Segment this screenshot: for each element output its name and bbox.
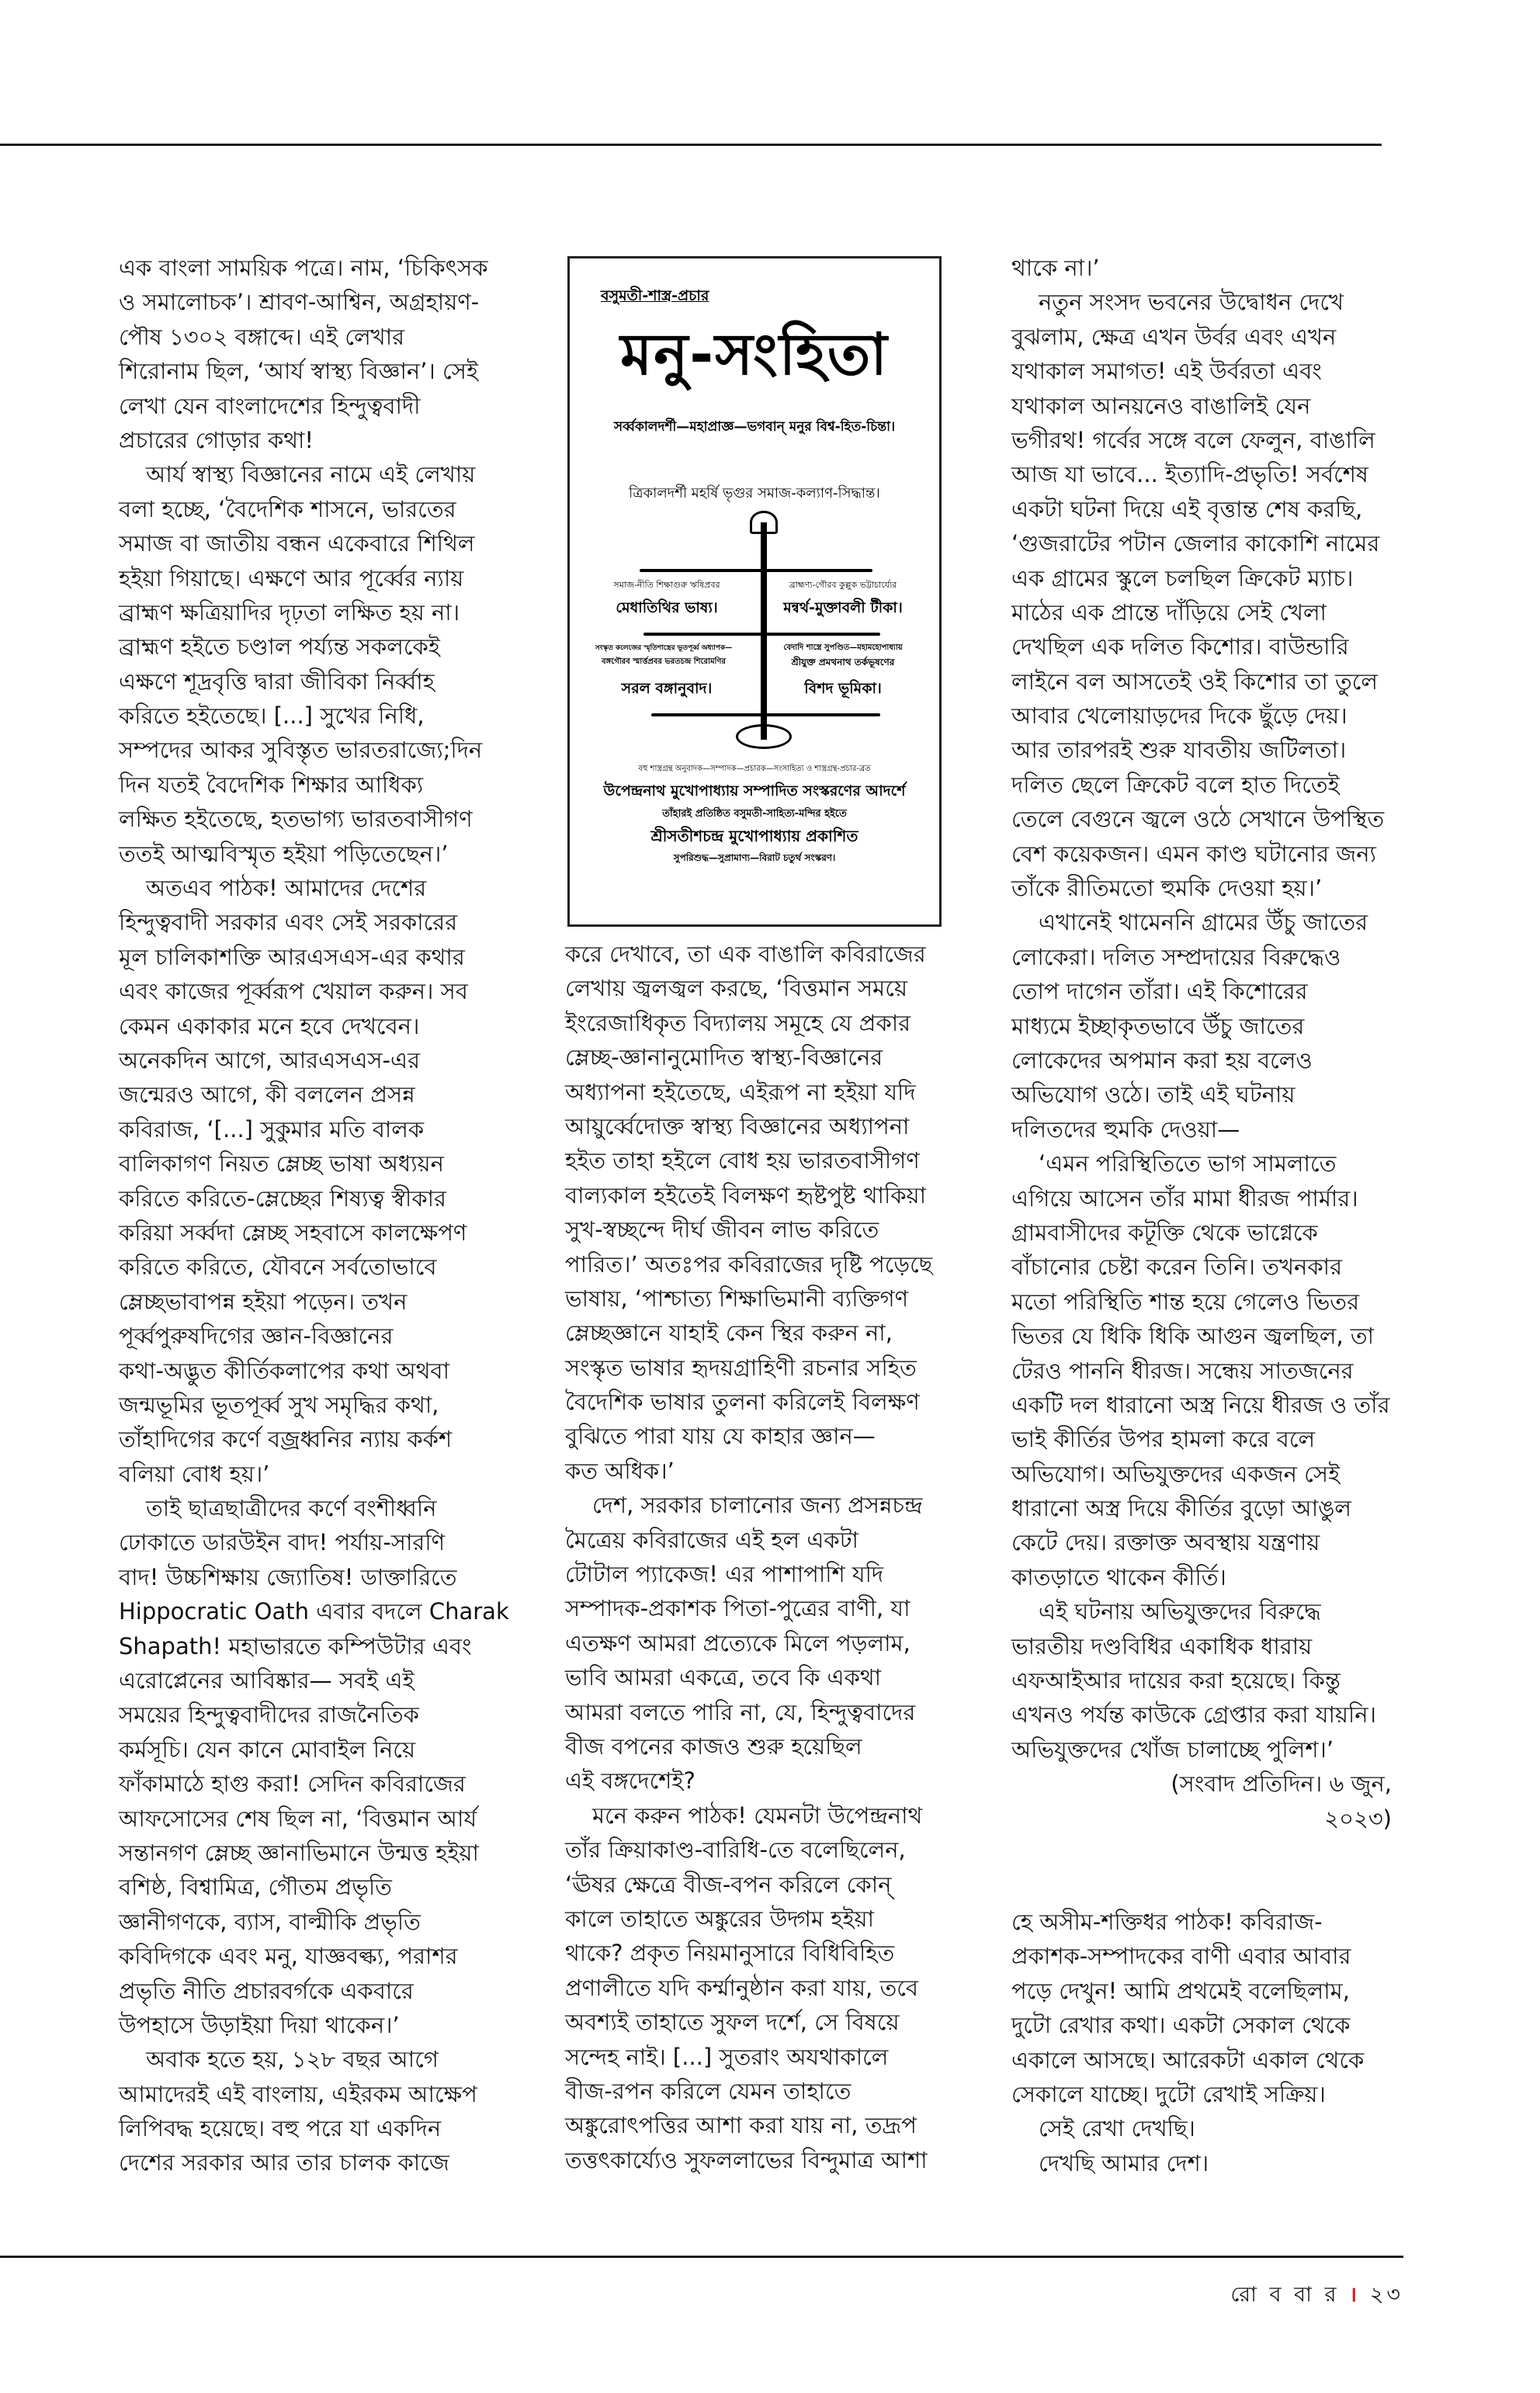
text-line: দুটো রেখার কথা। একটা সেকাল থেকে [1011, 2012, 1351, 2039]
text-line: এরোপ্লেনের আবিষ্কার— সবই এই [119, 1667, 414, 1694]
cover-left-top-small: সমাজ-নীতি শিক্ষাগুরু ঋষিপ্রবর [613, 580, 720, 590]
text-line: অতএব পাঠক! আমাদের দেশের [146, 875, 427, 902]
text-line: অভিযোগ। অভিযুক্তদের একজন সেই [1011, 1460, 1341, 1487]
paragraph [1011, 905, 1392, 1146]
text-line: করিয়া সর্ব্বদা ম্লেচ্ছ সহবাসে কালক্ষেপণ [119, 1219, 467, 1246]
text-line: মৈত্রেয় কবিরাজের এই হল একটা [565, 1526, 858, 1553]
cover-right-mid-small-1: বেদাদি শাস্ত্রে সুপণ্ডিত—মহামহোপাধ্যায় [783, 643, 903, 652]
text-line: সেকালে যাচ্ছে। দুটো রেখাই সক্রিয়। [1011, 2080, 1326, 2107]
paragraph [1011, 1594, 1392, 1767]
text-line: একালে আসছে। আরেকটা একাল থেকে [1011, 2046, 1365, 2073]
text-line: বালিকাগণ নিয়ত ম্লেচ্ছ ভাষা অধ্যয়ন [119, 1150, 444, 1177]
text-line: ফাঁকামাঠে হাগু করা! সেদিন কবিরাজের [119, 1770, 466, 1798]
cover-series-label: বসুমতী-শাস্ত্র-প্রচার [601, 287, 709, 304]
text-line: মনে করুন পাঠক! যেমনটা উপেন্দ্রনাথ [592, 1802, 923, 1829]
text-line: বাল্যকাল হইতেই বিলক্ষণ হৃষ্টপুষ্ট থাকিয়া [565, 1181, 927, 1209]
text-line: এতক্ষণ আমরা প্রত্যেকে মিলে পড়লাম, [565, 1629, 910, 1656]
cover-left-mid-small-1: সংস্কৃত কলেজের স্মৃতিশাস্ত্রের ভূতপূর্ব্ব অধ্যাপক— [595, 644, 733, 652]
text-line: ব্রাহ্মণ ক্ষত্রিয়াদির দৃঢ়তা লক্ষিত হয় না। [119, 598, 460, 626]
text-line: বীজ বপনের কাজও শুরু হয়েছিল [565, 1732, 862, 1760]
text-line: মতো পরিস্থিতি শান্ত হয়ে গেলেও ভিতর [1011, 1288, 1360, 1315]
text-line: করিতে করিতে, যৌবনে সর্বতোভাবে [119, 1254, 437, 1281]
text-line: প্রভৃতি নীতি প্রচারবর্গকে একবারে [119, 1977, 414, 2004]
text-line: অধ্যাপনা হইতেছে, এইরূপ না হইয়া যদি [565, 1078, 916, 1105]
article-column-2 [565, 937, 945, 2177]
text-line: ভাবি আমরা একত্রে, তবে কি একথা [565, 1664, 882, 1691]
source-citation-line: (সংবাদ প্রতিদিন। ৬ জুন, [1171, 1770, 1392, 1798]
text-line: পারিত।’ অতঃপর কবিরাজের দৃষ্টি পড়েছে [565, 1250, 933, 1278]
cover-right-mid-big: বিশদ ভূমিকা। [804, 680, 882, 697]
text-line: বেশ কয়েকজন। এমন কাণ্ড ঘটানোর জন্য [1011, 840, 1376, 867]
text-line: এক গ্রামের স্কুলে চলছিল ক্রিকেট ম্যাচ। [1011, 564, 1354, 591]
text-line: মাধ্যমে ইচ্ছাকৃতভাবে উঁচু জাতের [1011, 1012, 1305, 1039]
paragraph [565, 1488, 945, 1798]
paragraph [1011, 285, 1392, 905]
text-line: আজ যা ভাবে... ইত্যাদি-প্রভৃতি! সর্বশেষ [1011, 461, 1368, 488]
text-line: মাঠের এক প্রান্তে দাঁড়িয়ে সেই খেলা [1011, 598, 1327, 626]
text-line: দেখছিল এক দলিত কিশোর। বাউন্ডারি [1011, 633, 1349, 661]
text-line: হইয়া গিয়াছে। এক্ষণে আর পূর্ব্বের ন্যায় [119, 564, 464, 591]
text-line: অনেকদিন আগে, আরএসএস-এর [119, 1046, 421, 1073]
paragraph [1011, 1905, 1392, 2111]
text-line: পড়ে দেখুন! আমি প্রথমেই বলেছিলাম, [1011, 1977, 1350, 2004]
text-line: ভাই কীর্তির উপর হামলা করে বলে [1011, 1426, 1316, 1453]
text-line: হে অসীম-শক্তিধর পাঠক! কবিরাজ- [1011, 1909, 1323, 1935]
text-line: প্রচারের গোড়ার কথা! [119, 426, 314, 453]
text-line: তাঁর ক্রিয়াকাণ্ড-বারিধি-তে বলেছিলেন, [565, 1836, 906, 1864]
text-line: ভগীরথ! গর্বের সঙ্গে বলে ফেলুন, বাঙালি [1011, 426, 1375, 453]
text-line: আর তারপরই শুরু যাবতীয় জটিলতা। [1011, 737, 1347, 764]
text-line: একটা ঘটনা দিয়ে এই বৃত্তান্ত শেষ করছি, [1011, 495, 1363, 522]
paragraph [119, 871, 491, 1491]
text-line: জন্মেরও আগে, কী বললেন প্রসন্ন [119, 1081, 415, 1108]
text-line: কাতড়াতে থাকেন কীর্তি। [1011, 1563, 1226, 1590]
text-line: করে দেখাবে, তা এক বাঙালি কবিরাজের [565, 941, 926, 967]
header-rule [0, 144, 1382, 146]
text-line: বীজ-রপন করিলে যেমন তাহাতে [565, 2077, 852, 2104]
text-line: আফসোসের শেষ ছিল না, ‘বিত্তমান আর্য [119, 1805, 477, 1832]
text-line: ‘এমন পরিস্থিতিতে ভাগ সামলাতে [1039, 1150, 1337, 1177]
text-line: বুঝিতে পারা যায় যে কাহার জ্ঞান— [565, 1423, 876, 1450]
text-line: প্রকাশক-সম্পাদকের বাণী এবার আবার [1011, 1943, 1351, 1970]
text-line: লেখা যেন বাংলাদেশের হিন্দুত্ববাদী [119, 392, 421, 419]
text-line: অবশ্যই তাহাতে সুফল দর্শে, সে বিষয়ে [565, 2009, 900, 2036]
magazine-name: রো ব বা র [1230, 2283, 1340, 2307]
article-column-3 [1011, 251, 1392, 1836]
paragraph [119, 1491, 509, 2042]
text-line: উপহাসে উড়াইয়া দিয়া থাকেন।’ [119, 2011, 400, 2038]
cover-credit-3: তাঁহারই প্রতিষ্ঠিত বসুমতী-সাহিত্য-মন্দির হইতে [662, 808, 847, 820]
text-line: মূল চালিকাশক্তি আরএসএস-এর কথার [119, 943, 465, 970]
text-line: বাদ! উচ্চশিক্ষায় জ্যোতিষ! ডাক্তারিতে [119, 1563, 457, 1590]
cover-credit-2: উপেন্দ্রনাথ মুখোপাধ্যায় সম্পাদিত সংস্করণের আদর্শে [603, 782, 906, 799]
cover-title: মনু-সংহিতা [620, 321, 889, 388]
text-line: দেখছি আমার দেশ। [1039, 2149, 1209, 2176]
cover-left-mid-big: সরল বঙ্গানুবাদ। [621, 680, 713, 697]
text-line: আয়ুর্ব্বেদোক্ত স্বাস্থ্য বিজ্ঞানের অধ্যাপনা [565, 1112, 910, 1139]
text-line: এফআইআর দায়ের করা হয়েছে। কিন্তু [1011, 1667, 1341, 1694]
text-line: হিন্দুত্ববাদী সরকার এবং সেই সরকারের [119, 909, 458, 936]
text-line: আমরা বলতে পারি না, যে, হিন্দুত্ববাদের [565, 1698, 916, 1725]
article-column-3-closing [1011, 1905, 1392, 2180]
text-line: ও সমালোচক’। শ্রাবণ-আশ্বিন, অগ্রহায়ণ- [119, 289, 480, 316]
text-line: থাকে? প্রকৃত নিয়মানুসারে বিধিবিহিত [565, 1940, 895, 1967]
ornament-pole [761, 522, 767, 740]
footer-separator: । [1349, 2283, 1361, 2307]
text-line: করিতে হইতেছে। [...] সুখের নিধি, [119, 702, 425, 730]
paragraph [119, 251, 491, 457]
text-line: এক বাংলা সাময়িক পত্রে। নাম, ‘চিকিৎসক [119, 255, 488, 281]
text-line: টেরও পাননি ধীরজ। সন্ধেয় সাতজনের [1011, 1357, 1354, 1384]
cover-credit-5: সুপরিশুদ্ধ—সুপ্রামাণ্য—বিরাট চতুর্থ সংস্করণ। [673, 852, 836, 863]
text-line: বশিষ্ঠ, বিশ্বামিত্র, গৌতম প্রভৃতি [119, 1874, 392, 1901]
text-line: হইত তাহা হইলে বোধ হয় ভারতবাসীগণ [565, 1147, 920, 1174]
text-line: ধারানো অস্ত্র দিয়ে কীর্তির বুড়ো আঙুল [1011, 1495, 1352, 1522]
paragraph [1011, 1767, 1392, 1836]
book-cover-image [567, 256, 942, 927]
text-line: সময়ের হিন্দুত্ববাদীদের রাজনৈতিক [119, 1701, 419, 1729]
text-line: বৈদেশিক ভাষার তুলনা করিলেই বিলক্ষণ [565, 1389, 920, 1416]
article-column-1 [119, 251, 509, 2180]
text-line: লাইনে বল আসতেই ওই কিশোর তা তুলে [1011, 668, 1378, 695]
text-line: নতুন সংসদ ভবনের উদ্বোধন দেখে [1039, 289, 1344, 316]
text-line: প্রণালীতে যদি কর্ম্মানুষ্ঠান করা যায়, তবে [565, 1974, 919, 2001]
text-line: ভাষায়, ‘পাশ্চাত্য শিক্ষাভিমানী ব্যক্তিগণ [565, 1285, 909, 1312]
text-line: যথাকাল আনয়নেও বাঙালিই যেন [1011, 392, 1311, 419]
text-line: ঢোকাতে ডারউইন বাদ! পর্যায়-সারণি [119, 1529, 446, 1556]
text-line: এক্ষণে শূদ্রবৃত্তি দ্বারা জীবিকা নির্ব্বাহ [119, 668, 435, 695]
text-line: পৌষ ১৩০২ বঙ্গাব্দে। এই লেখার [119, 323, 405, 350]
text-line: অঙ্কুরোৎপত্তির আশা করা যায় না, তদ্রূপ [565, 2112, 917, 2139]
text-line: আর্য স্বাস্থ্য বিজ্ঞানের নামে এই লেখায় [146, 461, 476, 488]
text-line: ম্লেচ্ছভাবাপন্ন হইয়া পড়েন। তখন [119, 1288, 408, 1315]
text-line: কবিদিগকে এবং মনু, যাজ্ঞবল্ক্য, পরাশর [119, 1943, 458, 1970]
ornament-roots-icon [736, 724, 792, 749]
paragraph [1011, 2111, 1392, 2145]
text-line: ততই আত্মবিস্মৃত হইয়া পড়িতেছেন।’ [119, 840, 449, 867]
cover-line-1: সর্ব্বকালদর্শী—মহাপ্রাজ্ঞ—ভগবান্ মনুর বিশ্ব-হিত-চিন্তা। [613, 419, 896, 435]
text-line: শিরোনাম ছিল, ‘আর্য স্বাস্থ্য বিজ্ঞান’। সেই [119, 358, 479, 385]
text-line: কালে তাহাতে অঙ্কুরের উদ্গম হইয়া [565, 1905, 875, 1932]
text-line: পূর্ব্বপুরুষদিগের জ্ঞান-বিজ্ঞানের [119, 1323, 394, 1350]
text-line: আমাদেরই এই বাংলায়, এইরকম আক্ষেপ [119, 2080, 477, 2107]
text-line: তাই ছাত্রছাত্রীদের কর্ণে বংশীধ্বনি [146, 1495, 437, 1522]
text-line: যথাকাল সমাগত! এই উর্বরতা এবং [1011, 358, 1322, 385]
text-line: সম্পাদক-প্রকাশক পিতা-পুত্রের বাণী, যা [565, 1595, 910, 1622]
text-line: সেই রেখা দেখছি। [1039, 2115, 1195, 2142]
paragraph [119, 457, 491, 871]
cover-left-top-big: মেধাতিথির ভাষ্য। [616, 599, 718, 616]
text-line: গ্রামবাসীদের কটূক্তি থেকে ভাগ্নেকে [1011, 1219, 1318, 1246]
text-line: বলিয়া বোধ হয়।’ [119, 1460, 270, 1487]
text-line: সংস্কৃত ভাষার হৃদয়গ্রাহিণী রচনার সহিত [565, 1354, 917, 1381]
text-line: বলা হচ্ছে, ‘বৈদেশিক শাসনে, ভারতের [119, 495, 456, 522]
paragraph [565, 1798, 945, 2177]
paragraph [119, 2042, 491, 2180]
text-line: তাঁকে রীতিমতো হুমকি দেওয়া হয়।’ [1011, 875, 1323, 902]
cover-right-mid-small-2: শ্রীযুক্ত প্রমথনাথ তর্কভূষণের [791, 657, 895, 668]
text-line: তোপ দাগেন তাঁরা। এই কিশোরের [1011, 978, 1308, 1005]
text-line: থাকে না।’ [1011, 255, 1100, 281]
ornament-bar [640, 569, 872, 572]
text-line: কর্মসূচি। যেন কানে মোবাইল নিয়ে [119, 1736, 416, 1763]
text-line: ভারতীয় দণ্ডবিধির একাধিক ধারায় [1011, 1632, 1313, 1659]
text-line: এগিয়ে আসেন তাঁর মামা ধীরজ পার্মার। [1011, 1184, 1358, 1212]
text-line: Hippocratic Oath এবার বদলে Charak [119, 1598, 509, 1625]
text-line: Shapath! মহাভারতে কম্পিউটার এবং [119, 1632, 472, 1659]
text-line: এই ঘটনায় অভিযুক্তদের বিরুদ্ধে [1039, 1598, 1321, 1625]
text-line: সমাজ বা জাতীয় বন্ধন একেবারে শিথিল [119, 530, 475, 557]
text-line: ব্রাহ্মণ হইতে চণ্ডাল পর্য্যন্ত সকলকেই [119, 633, 440, 661]
cover-credit-1: বহু শাস্ত্রগ্রন্থ অনুবাদক—সম্পাদক—প্রচারক—সংসাহিত্য ও শাস্ত্রগ্রন্থ-প্রচার-ব্রত [638, 765, 871, 773]
text-line: দেশের সরকার আর তার চালক কাজে [119, 2149, 449, 2176]
text-line: ইংরেজাধিকৃত বিদ্যালয় সমূহে যে প্রকার [565, 1009, 911, 1036]
text-line: ‘গুজরাটের পটান জেলার কাকোশি নামের [1011, 530, 1380, 557]
text-line: এবং কাজের পূর্ব্বরূপ খেয়াল করুন। সব [119, 978, 468, 1005]
ornament-bar [643, 633, 880, 636]
text-line: দলিতদের হুমকি দেওয়া— [1011, 1115, 1240, 1143]
cover-right-top-small: ব্রাহ্মণ্য-গৌরব কুল্লুক ভট্টাচার্য্যের [789, 580, 897, 590]
ornament-bar [651, 713, 880, 716]
text-line: কথা-অদ্ভুত কীর্তিকলাপের কথা অথবা [119, 1357, 449, 1384]
paragraph [1011, 251, 1392, 285]
text-line: অভিযুক্তদের খোঁজ চালাচ্ছে পুলিশ।’ [1011, 1736, 1334, 1763]
text-line: কবিরাজ, ‘[...] সুকুমার মতি বালক [119, 1115, 425, 1143]
source-citation-line: ২০২৩) [1324, 1805, 1392, 1832]
text-line: কেটে দেয়। রক্তাক্ত অবস্থায় যন্ত্রণায় [1011, 1529, 1320, 1556]
text-line: এই বঙ্গদেশেই? [565, 1767, 695, 1795]
text-line: কেমন একাকার মনে হবে দেখবেন। [119, 1012, 420, 1039]
cover-credit-4: শ্রীসতীশচন্দ্র মুখোপাধ্যায় প্রকাশিত [650, 827, 858, 845]
cover-left-mid-small-2: বঙ্গগৌরব স্মার্ত্তপ্রবর ভরতচন্দ্র শিরোমণির [602, 657, 726, 666]
text-line: ভিতর যে ধিকি ধিকি আগুন জ্বলছিল, তা [1011, 1323, 1375, 1350]
text-line: দিন যতই বৈদেশিক শিক্ষার আধিক্য [119, 771, 424, 798]
text-line: দেশ, সরকার চালানোর জন্য প্রসন্নচন্দ্র [592, 1492, 923, 1519]
text-line: অবাক হতে হয়, ১২৮ বছর আগে [146, 2046, 439, 2073]
text-line: ম্লেচ্ছ-জ্ঞানানুমোদিত স্বাস্থ্য-বিজ্ঞানের [565, 1044, 883, 1071]
page-number: ২৩ [1369, 2283, 1403, 2307]
text-line: সন্দেহ নাই। [...] সুতরাং অযথাকালে [565, 2043, 889, 2070]
paragraph [1011, 1146, 1392, 1594]
footer-rule [0, 2256, 1403, 2258]
text-line: এখনও পর্যন্ত কাউকে গ্রেপ্তার করা যায়নি। [1011, 1701, 1376, 1729]
paragraph [565, 937, 945, 1488]
paragraph [1011, 2146, 1392, 2180]
text-line: লেখায় জ্বলজ্বল করছে, ‘বিত্তমান সময়ে [565, 975, 908, 1002]
text-line: তাঁহাদিগের কর্ণে বজ্রধ্বনির ন্যায় কর্কশ [119, 1426, 453, 1453]
text-line: অভিযোগ ওঠে। তাই এই ঘটনায় [1011, 1081, 1295, 1108]
text-line: জ্ঞানীগণকে, ব্যাস, বাল্মীকি প্রভৃতি [119, 1908, 421, 1935]
text-line: তত্তৎকার্য্যেও সুফললাভের বিন্দুমাত্র আশা [565, 2146, 928, 2173]
text-line: লক্ষিত হইতেছে, হতভাগ্য ভারতবাসীগণ [119, 806, 473, 833]
text-line: আবার খেলোয়াড়দের দিকে ছুঁড়ে দেয়। [1011, 702, 1348, 730]
text-line: লোকেরা। দলিত সম্প্রদায়ের বিরুদ্ধেও [1011, 943, 1341, 970]
text-line: জন্মভূমির ভূতপূর্ব্ব সুখ সমৃদ্ধির কথা, [119, 1391, 439, 1418]
text-line: লোকেদের অপমান করা হয় বলেও [1011, 1046, 1313, 1073]
text-line: একটি দল ধারানো অস্ত্র নিয়ে ধীরজ ও তাঁর [1011, 1391, 1390, 1418]
text-line: তেলে বেগুনে জ্বলে ওঠে সেখানে উপস্থিত [1011, 806, 1385, 833]
text-line: লিপিবদ্ধ হয়েছে। বহু পরে যা একদিন [119, 2115, 442, 2142]
cover-line-2: ত্রিকালদর্শী মহর্ষি ভৃগুর সমাজ-কল্যাণ-সিদ্ধান্ত। [629, 485, 880, 501]
text-line: টোটাল প্যাকেজ! এর পাশাপাশি যদি [565, 1561, 884, 1588]
text-line: করিতে করিতে-ম্লেচ্ছের শিষ্যত্ব স্বীকার [119, 1184, 446, 1212]
text-line: এখানেই থামেননি গ্রামের উঁচু জাতের [1039, 909, 1368, 936]
page-footer [1230, 2279, 1403, 2314]
text-line: ম্লেচ্ছজ্ঞানে যাহাই কেন স্থির করুন না, [565, 1320, 893, 1347]
text-line: দলিত ছেলে ক্রিকেট বলে হাত দিতেই [1011, 771, 1340, 798]
text-line: সন্তানগণ ম্লেচ্ছ জ্ঞানাভিমানে উন্মত্ত হইয়া [119, 1839, 479, 1866]
text-line: সুখ-স্বচ্ছন্দে দীর্ঘ জীবন লাভ করিতে [565, 1216, 879, 1243]
text-line: ‘ঊষর ক্ষেত্রে বীজ-বপন করিলে কোন্ [565, 1871, 892, 1898]
text-line: বাঁচানোর চেষ্টা করেন তিনি। তখনকার [1011, 1254, 1343, 1281]
text-line: সম্পদের আকর সুবিস্তৃত ভারতরাজ্যে;দিন [119, 737, 483, 764]
text-line: বুঝলাম, ক্ষেত্র এখন উর্বর এবং এখন [1011, 323, 1337, 350]
text-line: কত অধিক।’ [565, 1457, 675, 1484]
cover-right-top-big: মন্বর্থ-মুক্তাবলী টীকা। [783, 599, 903, 616]
